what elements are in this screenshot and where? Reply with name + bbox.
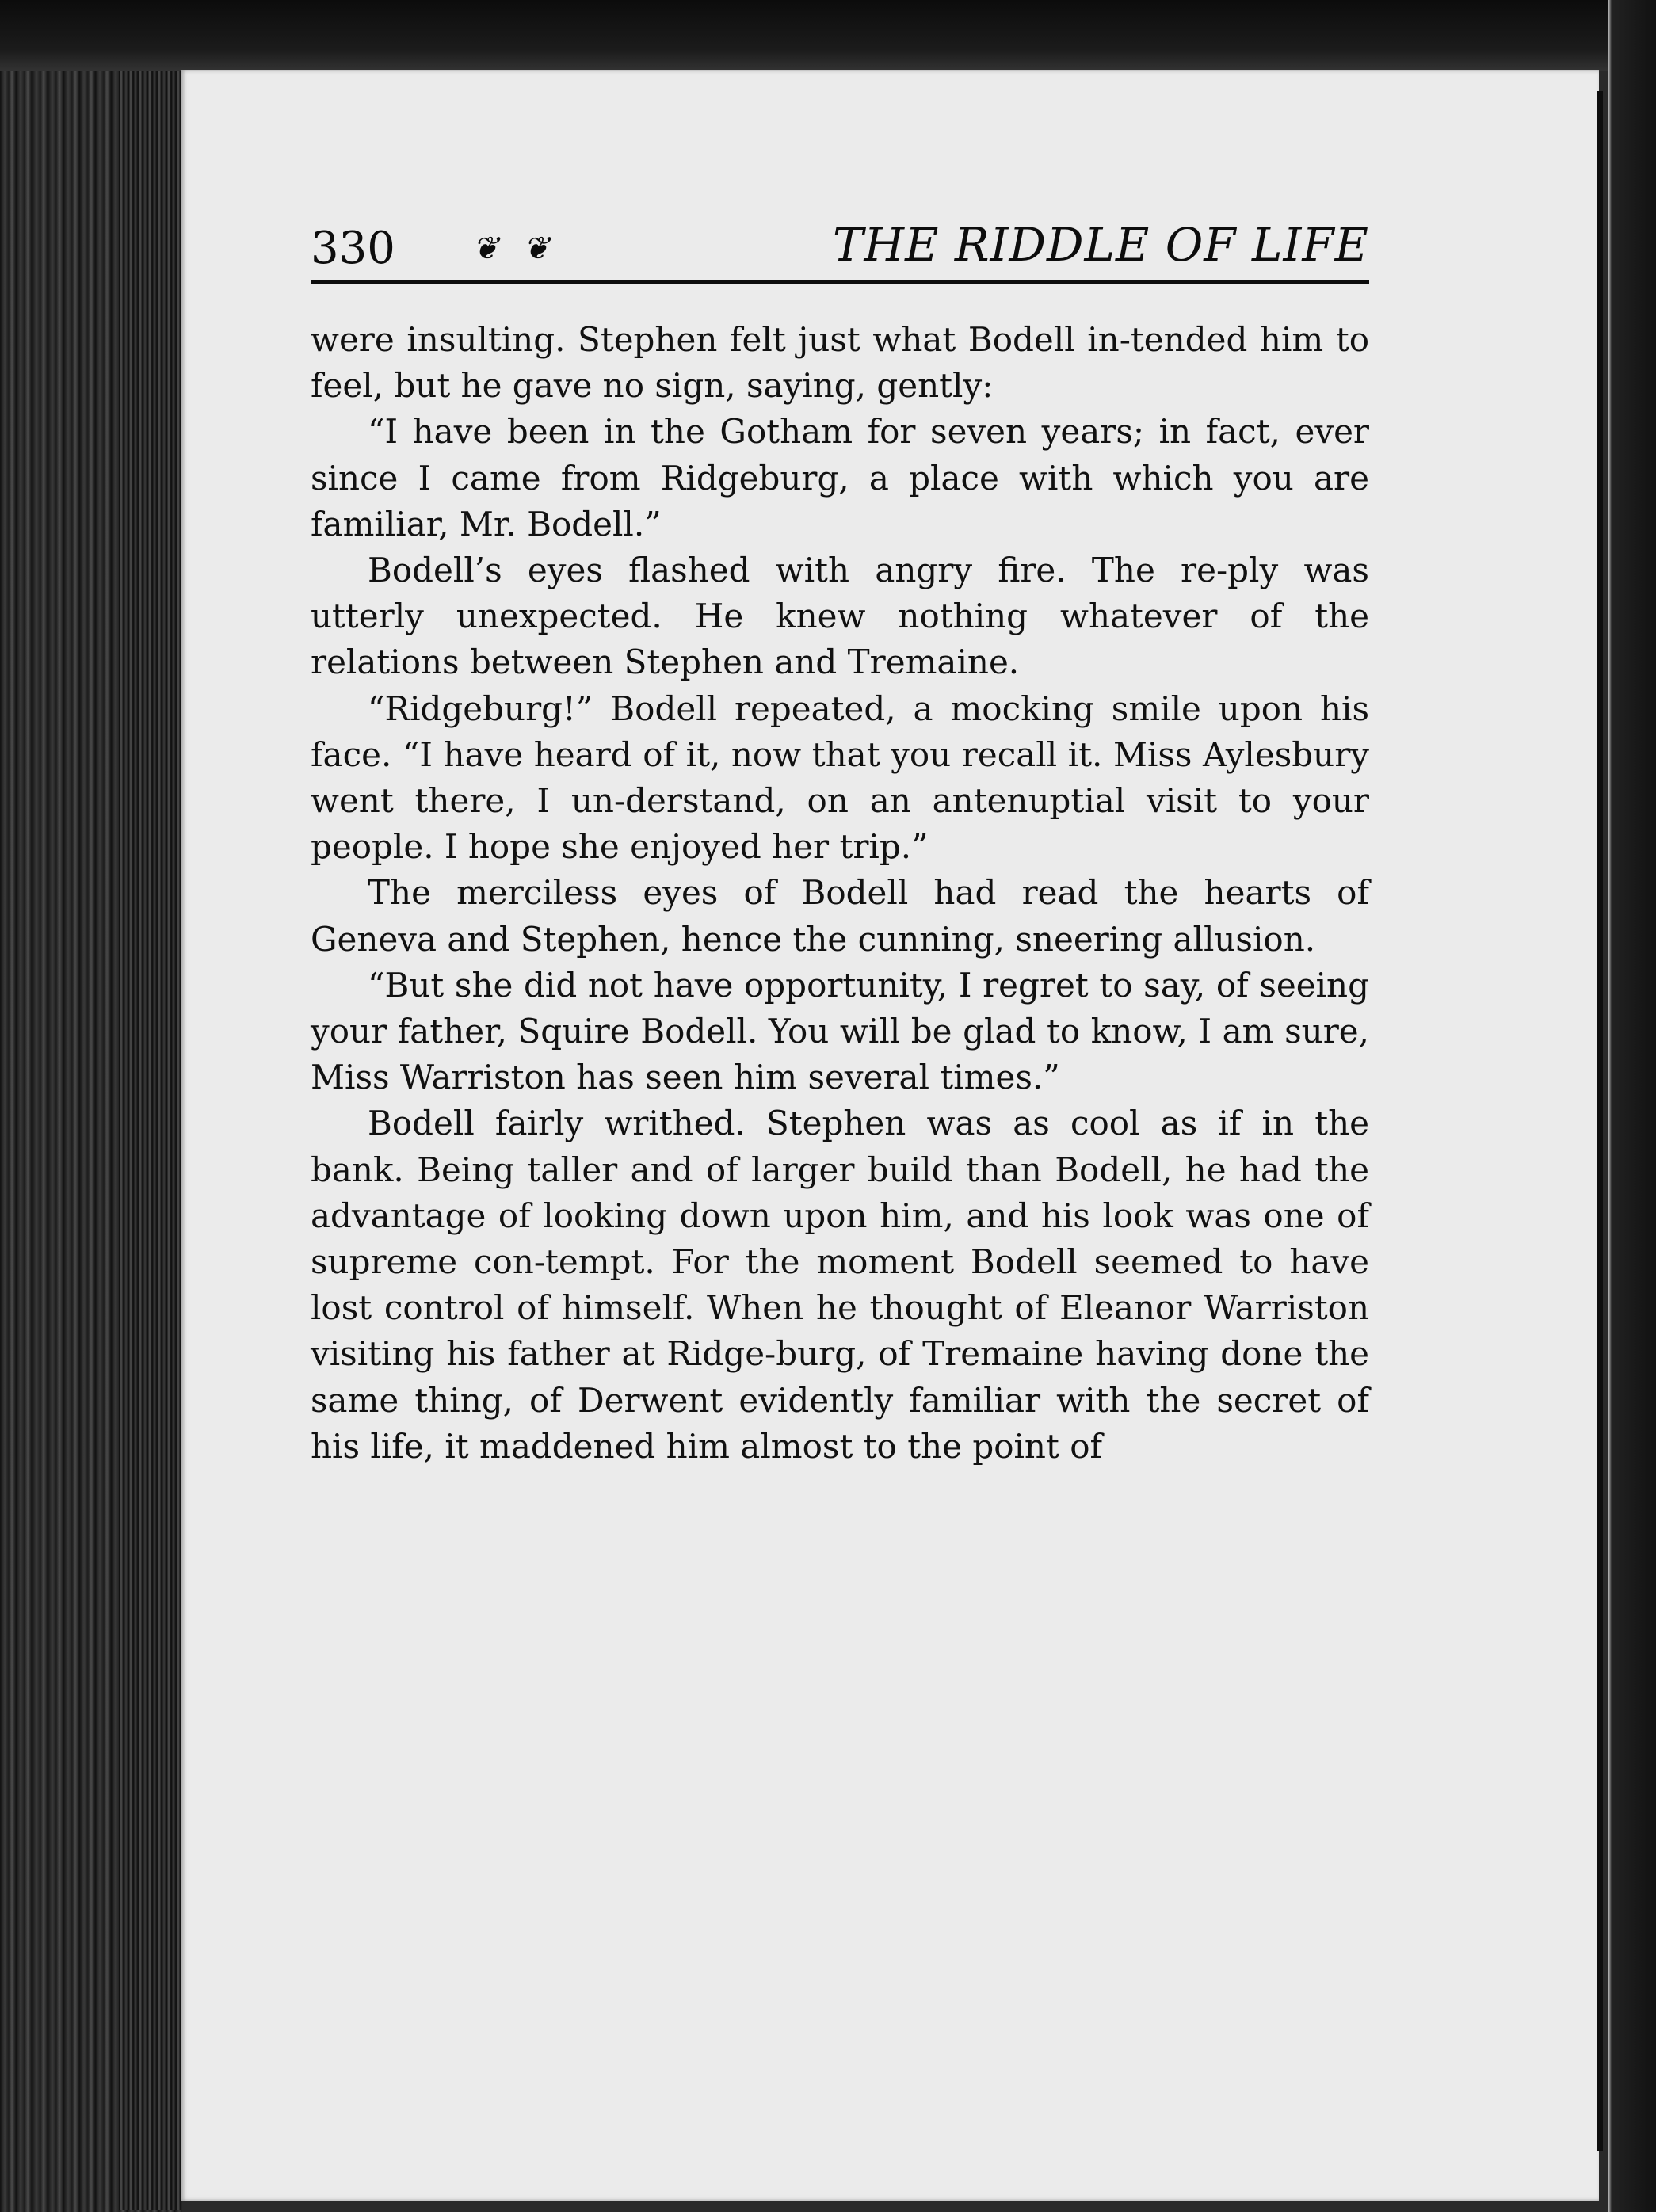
binding-edge [119,55,182,2210]
leaf-ornament-icon: ❦ [523,231,550,267]
leaf-ornament-icon: ❦ [472,231,499,267]
paragraph: Bodell fairly writhed. Stephen was as cool as if in the bank. Being taller and of larger build than Bodell, he had the advantage of looking down upon him, and his look was one of supreme con-tempt. For the moment Bodell seemed to have lost control of himself. When he thought of Eleanor Warriston visiting his father at Ridge-burg, of Tremaine having done the same thing, of Derwent evidently familiar with the secret of his life, it maddened him almost to the point of [311,1104,1369,1466]
paragraph: were insulting. Stephen felt just what Bodell in-tended him to feel, but he gave no sign, saying, gently: [311,320,1369,406]
top-shadow [0,0,1656,71]
page-header [311,208,1369,284]
paragraph: “I have been in the Gotham for seven years; in fact, ever since I came from Ridgeburg, a place with which you are familiar, Mr. Bodell.” [311,412,1369,543]
paragraph: “Ridgeburg!” Bodell repeated, a mocking smile upon his face. “I have heard of it, now that you recall it. Miss Aylesbury went there, I un-derstand, on an antenuptial visit to your people. I hope she enjoyed her trip.” [311,688,1369,867]
page-number: 330 [311,223,395,274]
paragraph: Bodell’s eyes flashed with angry fire. The re-ply was utterly unexpected. He knew nothing whatever of the relations between Stephen and Tremaine. [311,551,1369,682]
page-gutter-line [1597,91,1603,2151]
next-page-edge [1608,0,1656,2212]
paragraph: “But she did not have opportunity, I regret to say, of seeing your father, Squire Bodell. You will be glad to know, I am sure, Miss Warriston has seen him several times.” [311,965,1369,1097]
body-text [311,317,1369,1470]
running-title: THE RIDDLE OF LIFE [832,218,1369,272]
paragraph: The merciless eyes of Bodell had read the hearts of Geneva and Stephen, hence the cunning, sneering allusion. [311,873,1369,959]
